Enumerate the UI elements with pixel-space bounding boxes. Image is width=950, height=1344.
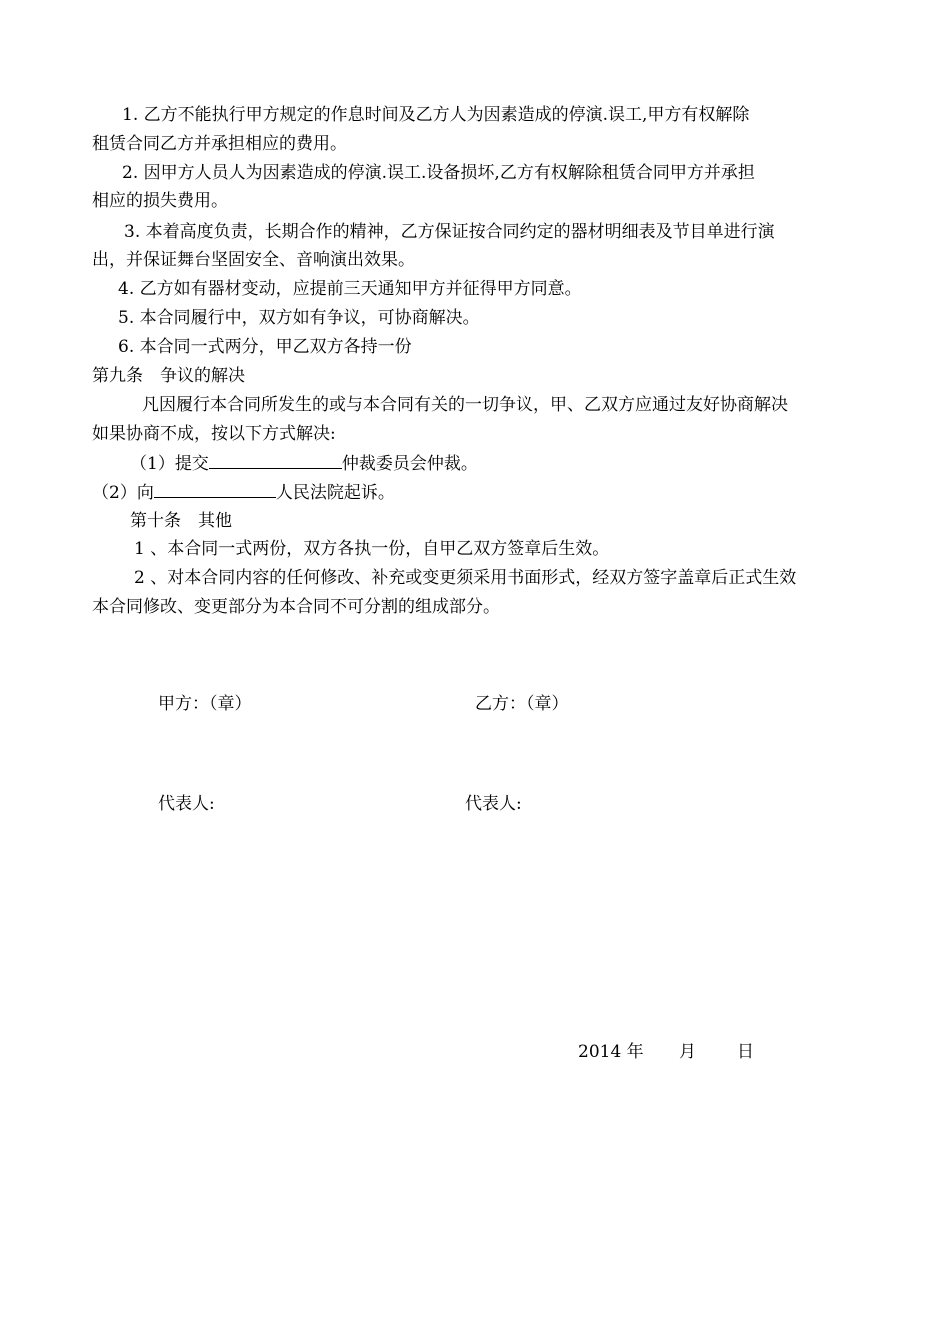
article-10-item-2-line-1: 2 、对本合同内容的任何修改、补充或变更须采用书面形式，经双方签字盖章后正式生效	[134, 568, 797, 588]
article-9-option-1	[130, 452, 478, 475]
article-9-option-2	[92, 481, 395, 504]
article-10-item-1: 1 、本合同一式两份，双方各执一份，自甲乙双方签章后生效。	[134, 539, 610, 559]
date-month: 月	[679, 1042, 696, 1062]
clause-1-line-1: 1. 乙方不能执行甲方规定的作息时间及乙方人为因素造成的停演.误工,甲方有权解除	[122, 105, 750, 125]
party-a-seal: 甲方：（章）	[158, 694, 252, 714]
article-10-item-2-line-2: 本合同修改、变更部分为本合同不可分割的组成部分。	[92, 597, 500, 617]
article-10-title: 第十条 其他	[130, 511, 232, 531]
court-blank	[154, 481, 276, 498]
party-a-representative: 代表人:	[158, 794, 215, 814]
arbitration-blank	[209, 452, 342, 469]
clause-3-line-1: 3. 本着高度负责，长期合作的精神，乙方保证按合同约定的器材明细表及节目单进行演	[124, 222, 775, 242]
clause-5: 5. 本合同履行中，双方如有争议，可协商解决。	[118, 308, 480, 328]
clause-3-line-2: 出，并保证舞台坚固安全、音响演出效果。	[92, 250, 415, 270]
clause-1-line-2: 租赁合同乙方并承担相应的费用。	[92, 134, 347, 154]
article-9-body-line-1: 凡因履行本合同所发生的或与本合同有关的一切争议，甲、乙双方应通过友好协商解决	[142, 395, 788, 415]
article-9-title: 第九条 争议的解决	[92, 366, 245, 386]
date-year: 2014 年	[578, 1042, 644, 1062]
clause-2-line-2: 相应的损失费用。	[92, 191, 228, 211]
party-b-representative: 代表人:	[465, 794, 522, 814]
clause-2-line-1: 2. 因甲方人员人为因素造成的停演.误工.设备损坏,乙方有权解除租赁合同甲方并承担	[122, 163, 755, 183]
option-1-prefix: （1）提交	[130, 454, 209, 474]
clause-6: 6. 本合同一式两分，甲乙双方各持一份	[118, 337, 412, 357]
option-2-prefix: （2）向	[92, 483, 154, 503]
clause-4: 4. 乙方如有器材变动，应提前三天通知甲方并征得甲方同意。	[118, 279, 582, 299]
date-day: 日	[737, 1042, 754, 1062]
article-9-body-line-2: 如果协商不成，按以下方式解决:	[92, 424, 336, 444]
option-1-suffix: 仲裁委员会仲裁。	[341, 454, 478, 474]
option-2-suffix: 人民法院起诉。	[275, 483, 395, 503]
party-b-seal: 乙方：（章）	[475, 694, 569, 714]
